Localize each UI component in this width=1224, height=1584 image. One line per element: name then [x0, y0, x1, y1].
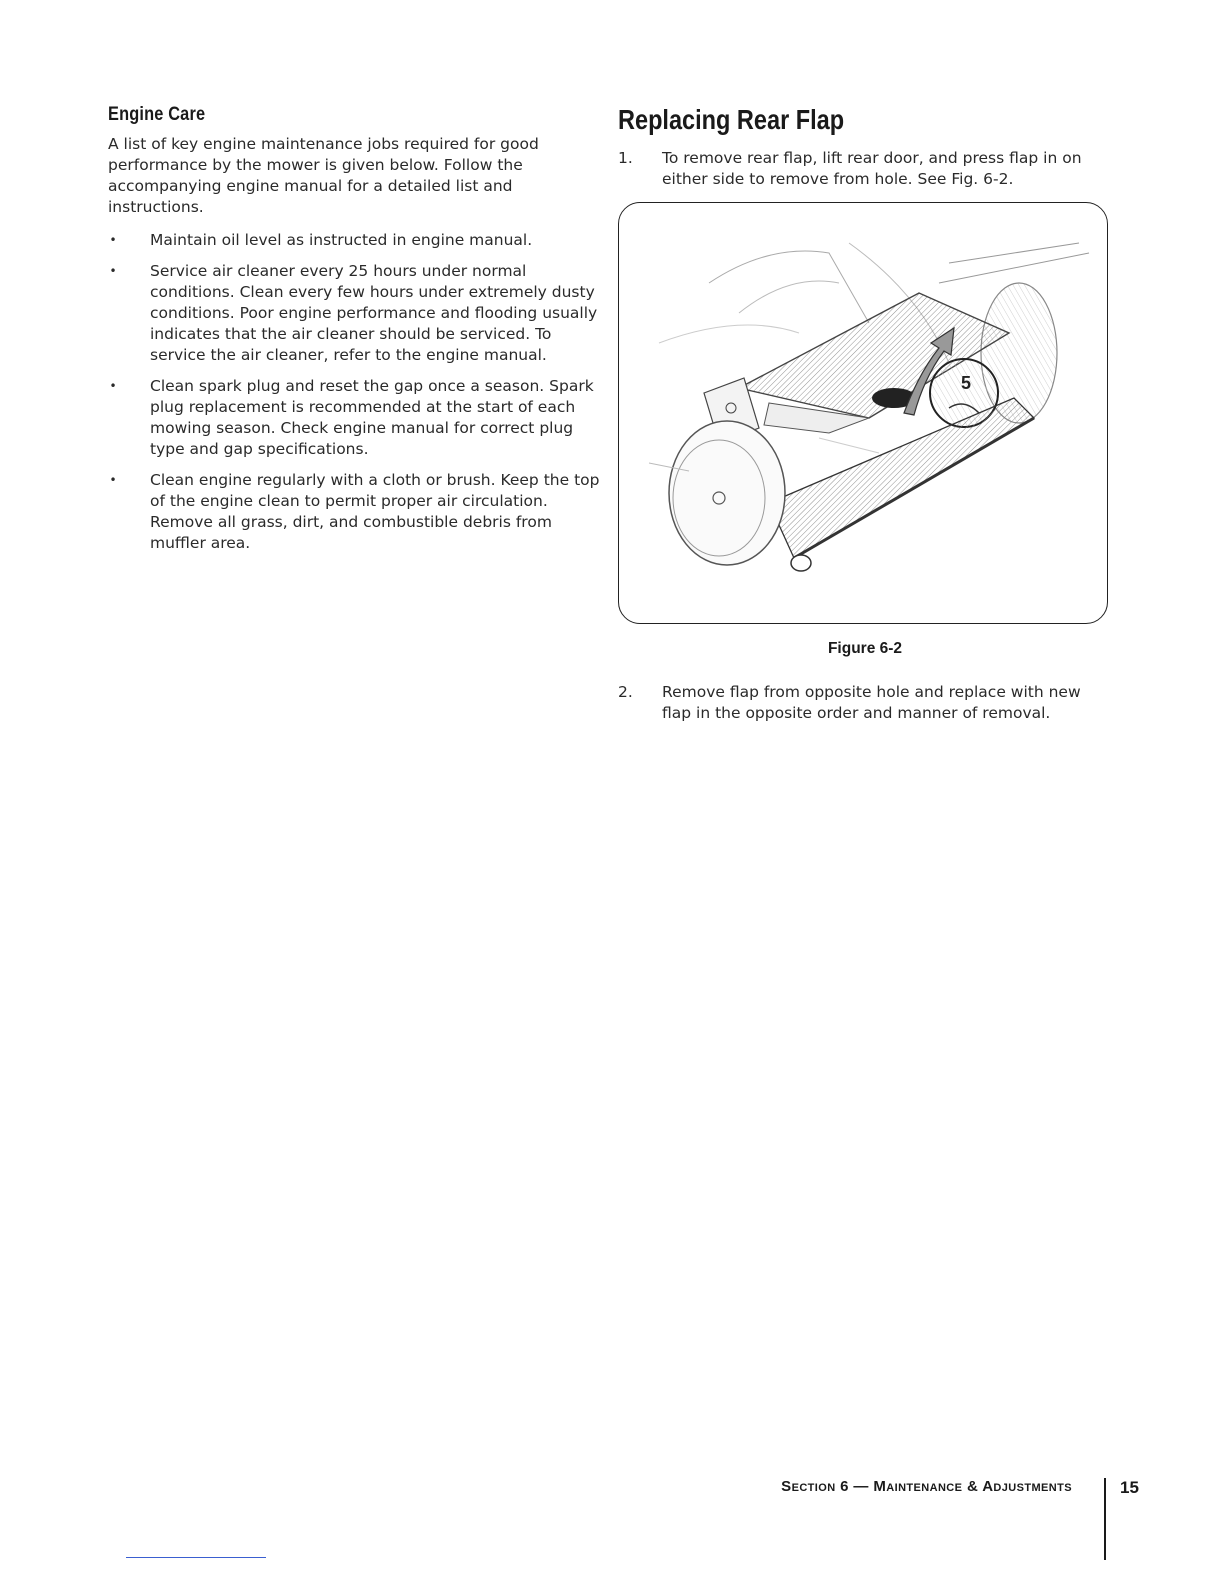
bullet-icon: •	[109, 379, 117, 393]
rear-flap-heading: Replacing Rear Flap	[618, 104, 845, 135]
list-item-text: Service air cleaner every 25 hours under normal conditions. Clean every few hours under extremely dusty conditions. Poor engine performance and flooding usually indicates that the air cleaner should be serviced. To service the air cleaner, refer to the engine manual.	[150, 262, 598, 364]
list-item-text: Clean engine regularly with a cloth or brush. Keep the top of the engine clean to permit proper air circulation. Remove all grass, dirt, and combustible debris from muffler area.	[150, 471, 600, 552]
list-item	[108, 376, 600, 460]
list-item-text: Clean spark plug and reset the gap once a season. Spark plug replacement is recommended at the start of each mowing season. Check engine manual for correct plug type and gap specifications.	[150, 377, 594, 458]
step-1	[618, 148, 1112, 190]
step-text: To remove rear flap, lift rear door, and press flap in on either side to remove from hole. See Fig. 6-2.	[662, 149, 1082, 188]
list-item	[108, 230, 600, 251]
rear-flap-section	[618, 104, 1112, 724]
page-footer	[690, 1478, 1150, 1564]
bullet-icon: •	[109, 264, 117, 278]
step-number: 1.	[618, 149, 633, 167]
footer-divider	[1104, 1478, 1106, 1560]
divider-line	[126, 1557, 266, 1558]
list-item-text: Maintain oil level as instructed in engine manual.	[150, 231, 533, 249]
step-2	[618, 682, 1112, 724]
bullet-icon: •	[109, 233, 117, 247]
list-item	[108, 261, 600, 366]
step-number: 2.	[618, 683, 633, 701]
engine-care-section	[108, 104, 600, 564]
page-number: 15	[1120, 1478, 1139, 1497]
list-item	[108, 470, 600, 554]
bullet-icon: •	[109, 473, 117, 487]
figure-callout: 5	[961, 373, 972, 393]
figure-caption: Figure 6-2	[827, 640, 903, 657]
engine-care-intro: A list of key engine maintenance jobs required for good performance by the mower is given below. Follow the accompanying engine manual for a detailed list and instructions.	[108, 135, 539, 216]
step-text: Remove flap from opposite hole and replace with new flap in the opposite order and manner of removal.	[662, 683, 1081, 722]
section-label: Section 6 — Maintenance & Adjustments	[781, 1478, 1072, 1495]
figure-frame	[618, 202, 1108, 624]
engine-care-heading: Engine Care	[108, 104, 206, 125]
engine-care-list	[108, 230, 600, 554]
mower-rear-flap-illustration	[619, 203, 1107, 623]
